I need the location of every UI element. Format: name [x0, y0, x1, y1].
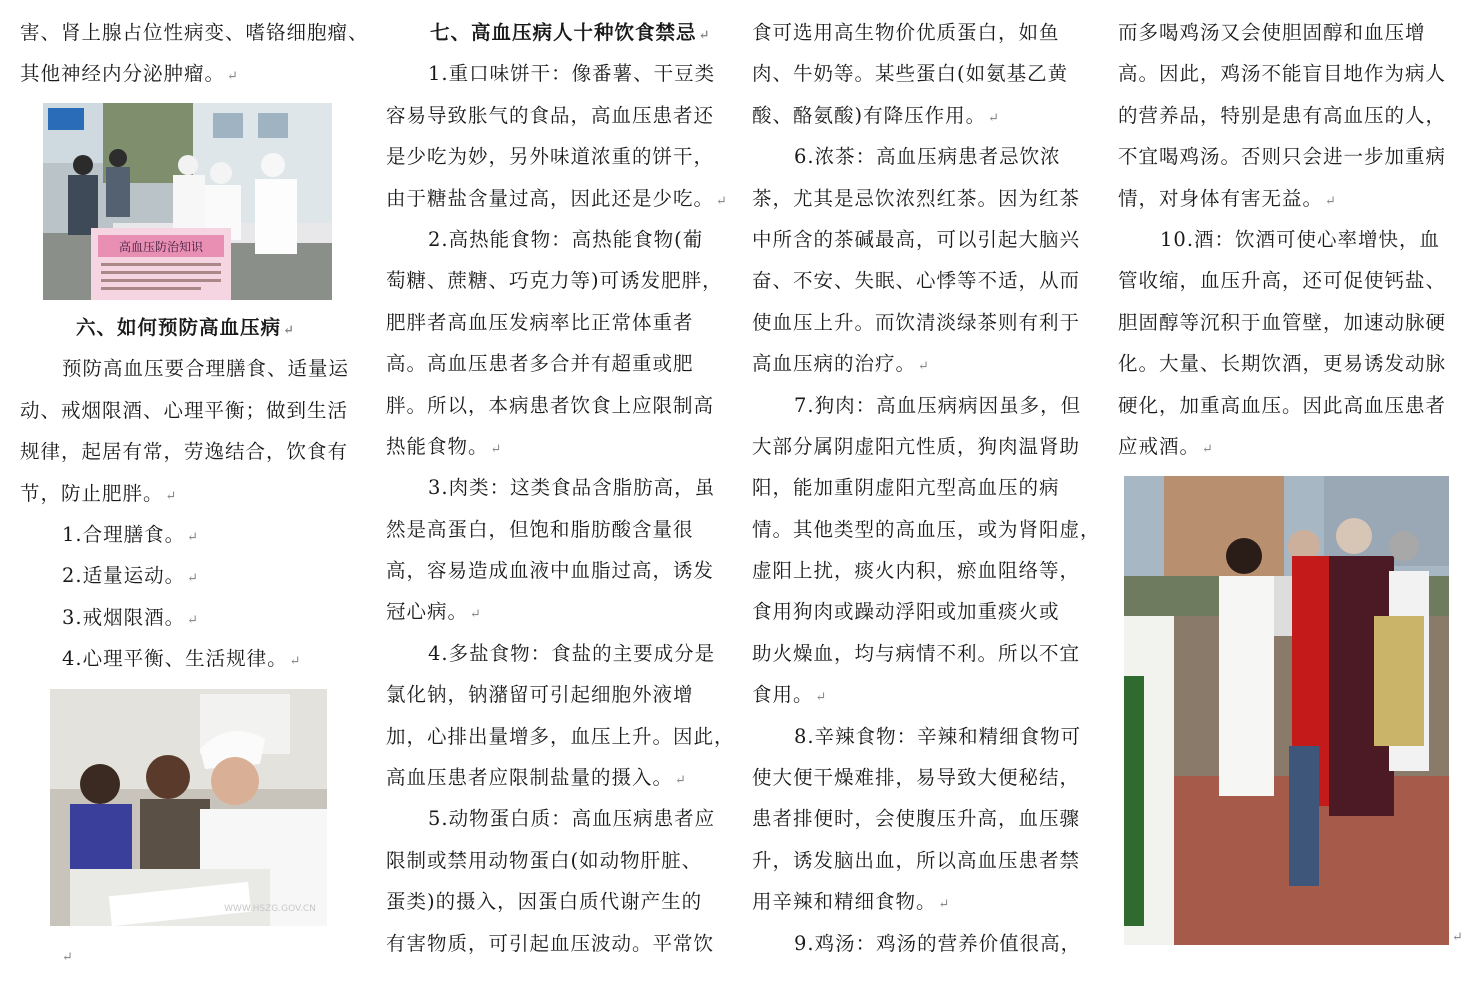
paragraph-mark: ↵	[470, 607, 482, 623]
column-1	[20, 12, 369, 95]
list-item: 1.合理膳食。 ↵	[62, 522, 200, 546]
text-line: 的营养品，特别是患有高血压的人，	[1118, 103, 1447, 127]
nurse-consultation-photo	[50, 689, 327, 926]
paragraph-mark: ↵	[918, 359, 930, 375]
text-line: 食用。 ↵	[752, 683, 828, 707]
text-line: 7.狗肉：高血压病病因虽多，但	[794, 393, 1082, 417]
column-4	[1118, 12, 1456, 467]
text-line: 动、戒烟限酒、心理平衡；做到生活	[20, 398, 349, 422]
paragraph-mark: ↵	[1452, 930, 1463, 945]
text-line: 其他神经内分泌肿瘤。 ↵	[20, 62, 239, 86]
text-line: 高血压患者应限制盐量的摄入。 ↵	[386, 766, 687, 790]
watermark: WWW.HSZG.GOV.CN	[224, 904, 316, 914]
text-line: 2.高热能食物：高热能食物(葡	[428, 227, 704, 251]
text-line: 奋、不安、失眠、心悸等不适，从而	[752, 269, 1081, 293]
text-line: 升，诱发脑出血，所以高血压患者禁	[752, 848, 1081, 872]
paragraph-mark: ↵	[938, 897, 951, 913]
text-line: 有害物质，可引起血压波动。平常饮	[386, 931, 715, 955]
text-line: 5.动物蛋白质：高血压病患者应	[428, 807, 716, 831]
text-line: 大部分属阴虚阳亢性质，狗肉温肾助	[752, 434, 1081, 458]
text-line: 热能食物。 ↵	[386, 434, 503, 458]
list-item: 4.心理平衡、生活规律。 ↵	[62, 647, 302, 671]
text-line: 8.辛辣食物：辛辣和精细食物可	[794, 724, 1082, 748]
text-line: 萄糖、蔗糖、巧克力等)可诱发肥胖，	[386, 269, 723, 293]
text-line: 高。高血压患者多合并有超重或肥	[386, 352, 694, 376]
paragraph-mark: ↵	[716, 193, 728, 209]
text-line: 冠心病。 ↵	[386, 600, 482, 624]
text-line: 10.酒：饮酒可使心率增快，血	[1160, 227, 1441, 251]
text-line: 食可选用高生物价优质蛋白，如鱼	[752, 21, 1060, 44]
text-line: 食用狗肉或躁动浮阳或加重痰火或	[752, 600, 1060, 624]
text-line: 节，防止肥胖。 ↵	[20, 481, 178, 505]
text-line: 中所含的茶碱最高，可以引起大脑兴	[752, 227, 1081, 251]
text-line: 害、肾上腺占位性病变、嗜铬细胞瘤、	[20, 21, 369, 44]
text-line: 胖。所以，本病患者饮食上应限制高	[386, 393, 715, 417]
paragraph-mark: ↵	[1202, 441, 1214, 457]
paragraph-mark: ↵	[675, 773, 687, 789]
text-line: 患者排便时，会使腹压升高，血压骤	[752, 807, 1081, 831]
text-line: 高，容易造成血液中血脂过高，诱发	[386, 559, 715, 583]
street-health-promotion-photo	[1124, 476, 1449, 945]
text-line: 茶，尤其是忌饮浓烈红茶。因为红茶	[752, 186, 1081, 210]
text-line: 容易导致胀气的食品，高血压患者还	[386, 103, 715, 127]
text-line: 情。其他类型的高血压，或为肾阳虚，	[752, 517, 1101, 541]
text-line: 阳，能加重阴虚阳亢型高血压的病	[752, 476, 1060, 500]
text-line: 限制或禁用动物蛋白(如动物肝脏、	[386, 848, 703, 872]
text-line: 胆固醇等沉积于血管壁，加速动脉硬	[1118, 310, 1447, 334]
health-consultation-photo	[43, 103, 332, 300]
text-line: 管收缩，血压升高，还可促使钙盐、	[1118, 269, 1447, 293]
paragraph-mark: ↵	[815, 690, 828, 706]
text-line: 氯化钠，钠潴留可引起细胞外液增	[386, 683, 694, 707]
text-line: 肉、牛奶等。某些蛋白(如氨基乙黄	[752, 62, 1069, 86]
paragraph-mark: ↵	[62, 950, 73, 965]
text-line: 使血压上升。而饮清淡绿茶则有利于	[752, 310, 1081, 334]
text-line: 用辛辣和精细食物。 ↵	[752, 890, 951, 914]
list-item: 3.戒烟限酒。 ↵	[62, 605, 200, 629]
text-line: 1.重口味饼干：像番薯、干豆类	[428, 62, 716, 86]
text-line: 使大便干燥难排，易导致大便秘结，	[752, 766, 1081, 790]
text-line: 预防高血压要合理膳食、适量运	[62, 357, 350, 381]
text-line: 酸、酪氨酸)有降压作用。 ↵	[752, 103, 1001, 127]
text-line: 由于糖盐含量过高，因此还是少吃。 ↵	[386, 186, 728, 210]
list-item: 2.适量运动。 ↵	[62, 564, 200, 588]
text-line: 规律，起居有常，劳逸结合，饮食有	[20, 440, 349, 464]
column-1-lower	[20, 307, 360, 680]
section-heading: 六、如何预防高血压病 ↵	[76, 316, 295, 339]
column-3	[752, 12, 1101, 964]
text-line: 助火燥血，均与病情不利。所以不宜	[752, 641, 1081, 665]
text-line: 3.肉类：这类食品含脂肪高，虽	[428, 476, 716, 500]
text-line: 应戒酒。 ↵	[1118, 434, 1214, 458]
paragraph-mark: ↵	[988, 110, 1001, 126]
paragraph-mark: ↵	[490, 441, 503, 457]
text-line: 不宜喝鸡汤。否则只会进一步加重病	[1118, 145, 1447, 169]
text-line: 虚阳上扰，痰火内积，瘀血阻络等，	[752, 559, 1081, 583]
text-line: 4.多盐食物：食盐的主要成分是	[428, 641, 716, 665]
text-line: 情，对身体有害无益。 ↵	[1118, 186, 1337, 210]
text-line: 蛋类)的摄入，因蛋白质代谢产生的	[386, 890, 703, 914]
sign-text: 高血压防治知识	[118, 240, 204, 254]
column-2	[386, 12, 735, 964]
text-line: 然是高蛋白，但饱和脂肪酸含量很	[386, 517, 694, 541]
text-line: 6.浓茶：高血压病患者忌饮浓	[794, 145, 1061, 169]
text-line: 而多喝鸡汤又会使胆固醇和血压增	[1118, 21, 1426, 44]
text-line: 肥胖者高血压发病率比正常体重者	[386, 310, 694, 334]
text-line: 高血压病的治疗。 ↵	[752, 352, 930, 376]
text-line: 化。大量、长期饮酒，更易诱发动脉	[1118, 352, 1447, 376]
text-line: 硬化，加重高血压。因此高血压患者	[1118, 393, 1447, 417]
text-line: 9.鸡汤：鸡汤的营养价值很高，	[794, 931, 1082, 955]
text-line: 加，心排出量增多，血压上升。因此，	[386, 724, 735, 748]
text-line: 高。因此，鸡汤不能盲目地作为病人	[1118, 62, 1447, 86]
paragraph-mark: ↵	[1325, 193, 1337, 209]
section-heading: 七、高血压病人十种饮食禁忌 ↵	[430, 21, 711, 44]
text-line: 是少吃为妙，另外味道浓重的饼干，	[386, 145, 715, 169]
